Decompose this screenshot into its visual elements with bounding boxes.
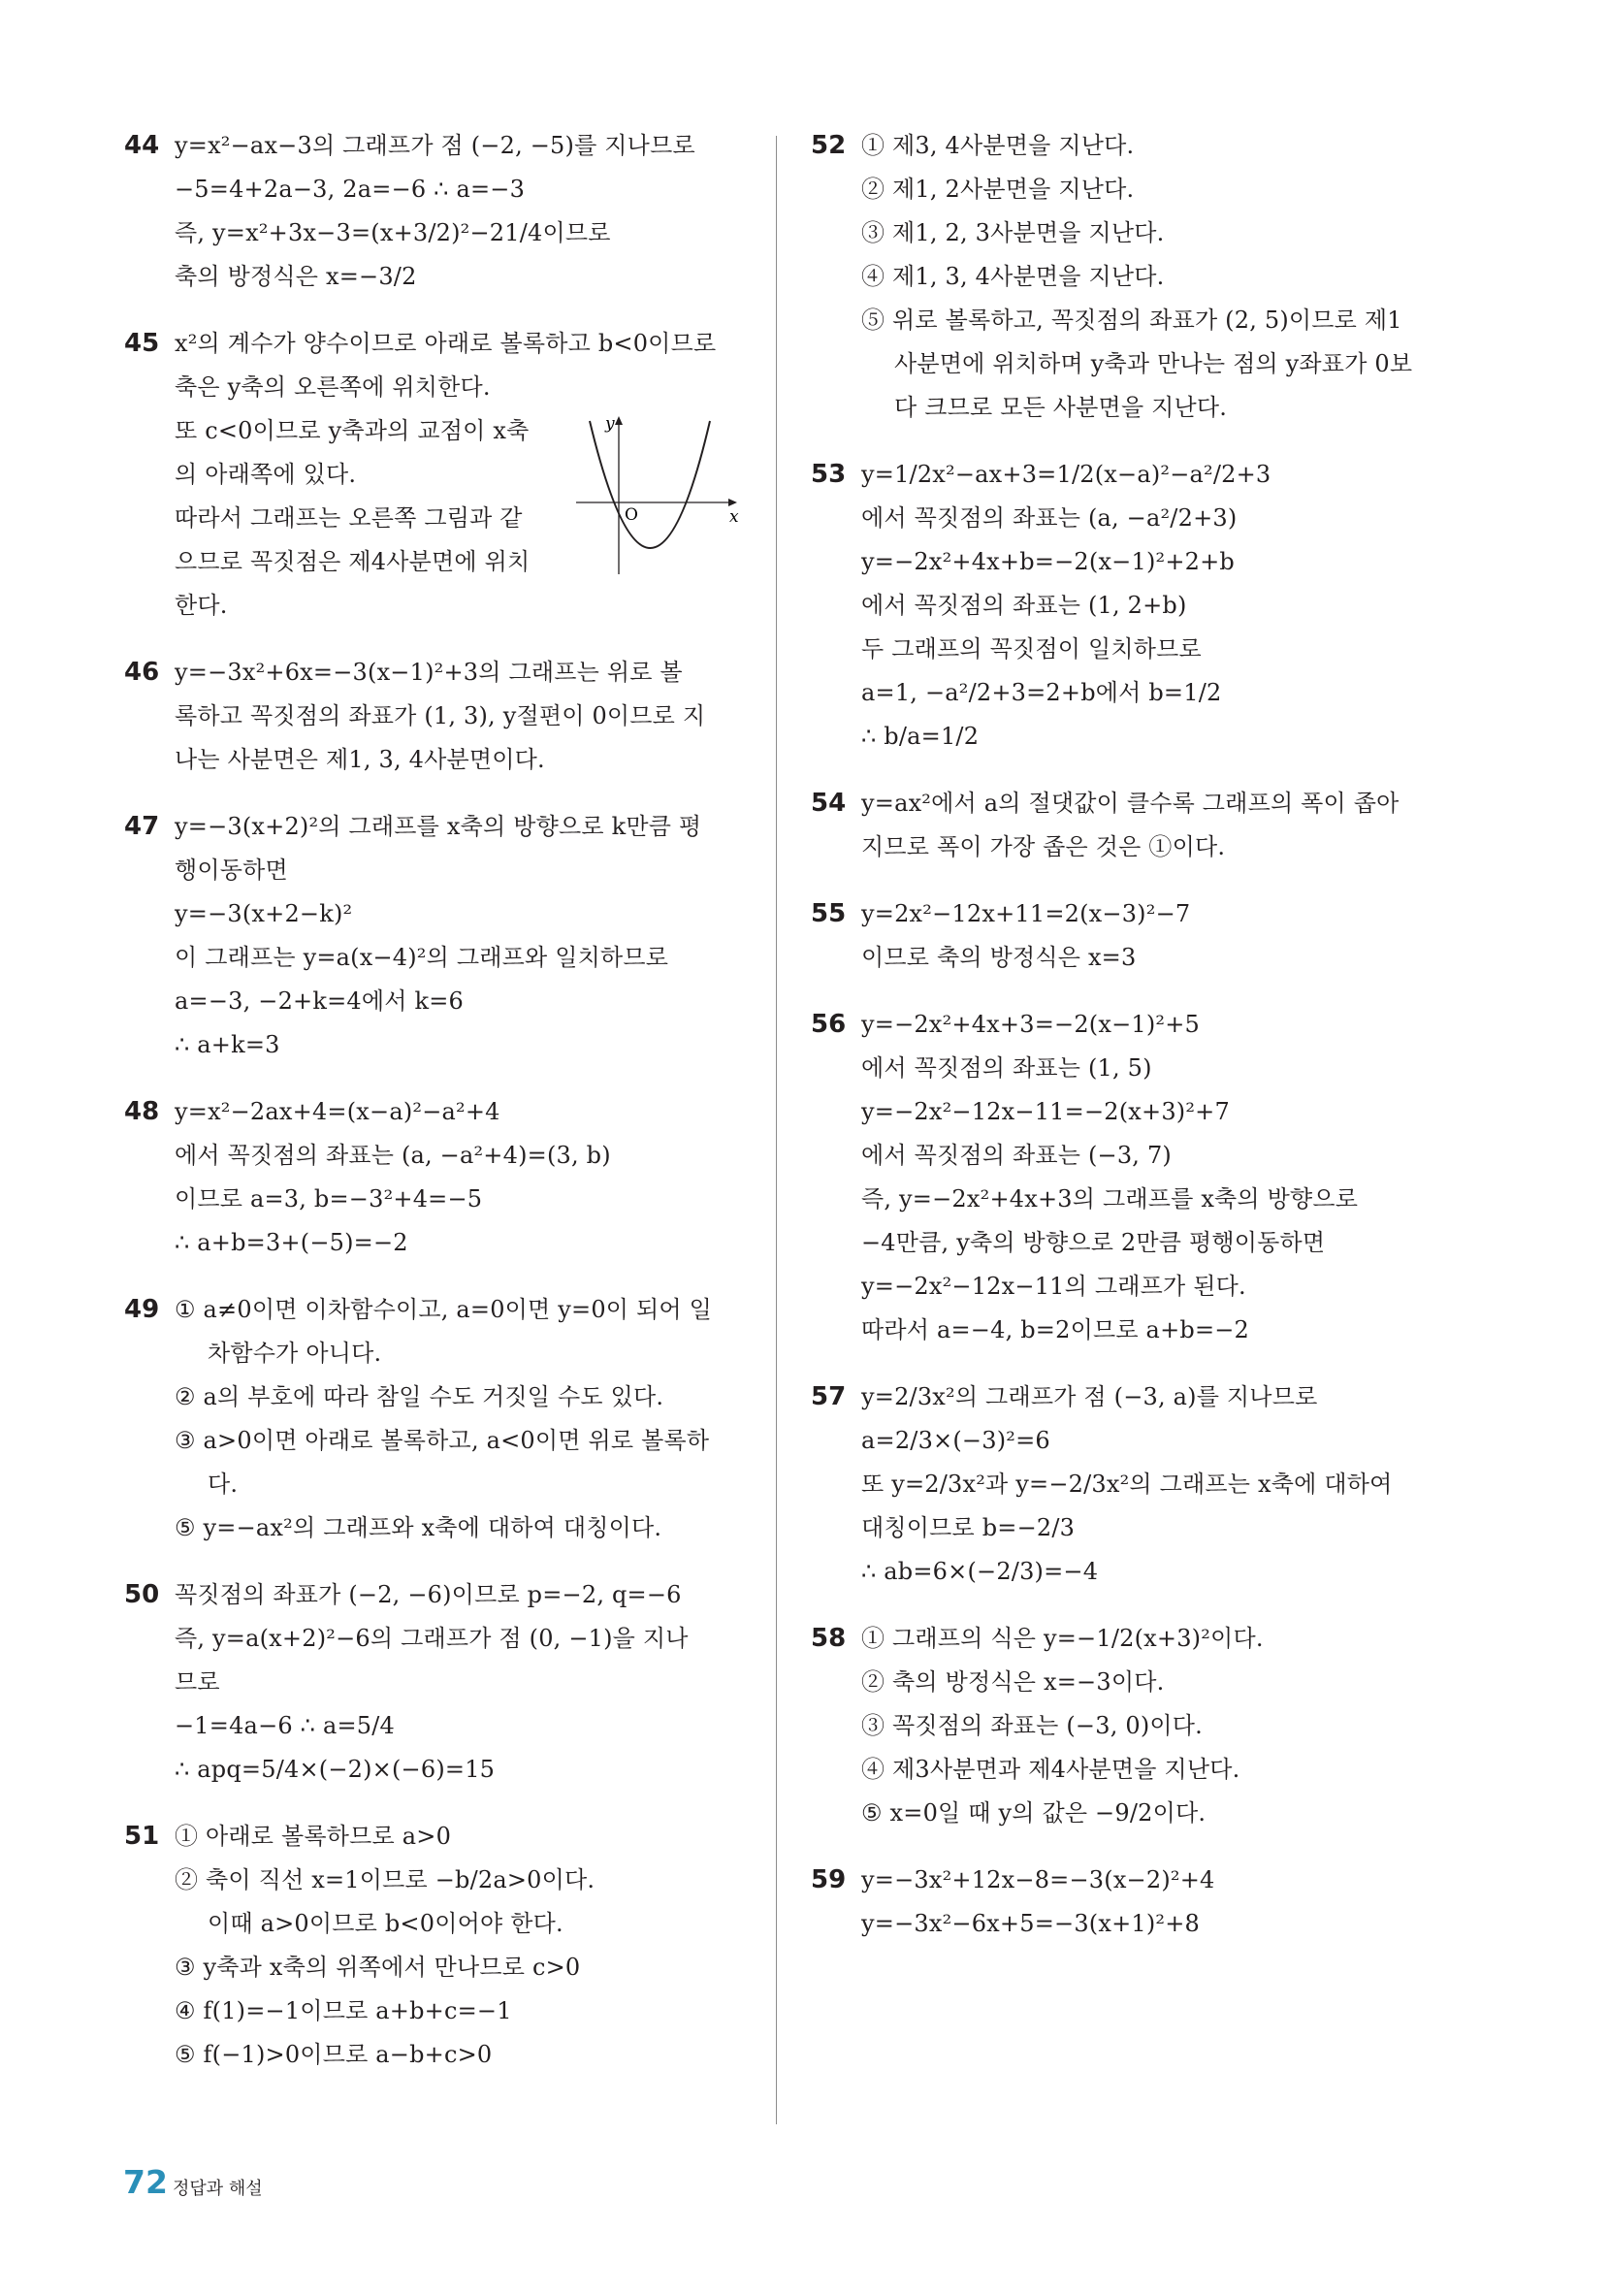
problem-47	[124, 805, 745, 1067]
solution-line: 에서 꼭짓점의 좌표는 (a, −a²/2+3)	[861, 504, 1238, 532]
x-axis-label: x	[729, 507, 739, 527]
problem-44	[124, 124, 745, 299]
solution-line: y=2/3x²의 그래프가 점 (−3, a)를 지나므로	[861, 1383, 1318, 1410]
solution-line: 또 y=2/3x²과 y=−2/3x²의 그래프는 x축에 대하여	[861, 1471, 1393, 1498]
solution-line: 록하고 꼭짓점의 좌표가 (1, 3), y절편이 0이므로 지	[175, 702, 706, 729]
solution-line: y=−3x²+6x=−3(x−1)²+3의 그래프는 위로 볼	[175, 659, 683, 686]
solution-line: 따라서 그래프는 오른쪽 그림과 같	[175, 504, 523, 532]
footer-title: 정답과 해설	[173, 2179, 263, 2199]
problem-number: 51	[124, 1822, 160, 1851]
solution-lines	[861, 453, 1432, 759]
problem-54	[811, 782, 1432, 869]
solution-lines	[175, 651, 745, 782]
problem-number: 54	[811, 789, 847, 818]
solution-lines	[861, 1003, 1432, 1352]
problem-number: 48	[124, 1097, 160, 1126]
solution-line: y=2x²−12x+11=2(x−3)²−7	[861, 900, 1191, 927]
solution-line: ⑤ x=0일 때 y의 값은 −9/2이다.	[861, 1799, 1207, 1827]
problem-52	[811, 124, 1432, 430]
solution-line: 따라서 a=−4, b=2이므로 a+b=−2	[861, 1316, 1250, 1343]
parabola-graph	[572, 411, 743, 578]
solution-line: 에서 꼭짓점의 좌표는 (a, −a²+4)=(3, b)	[175, 1142, 611, 1169]
solution-line: ① 그래프의 식은 y=−1/2(x+3)²이다.	[861, 1625, 1264, 1652]
solution-line: ⑤ f(−1)>0이므로 a−b+c>0	[175, 2041, 493, 2068]
solution-line: a=−3, −2+k=4에서 k=6	[175, 987, 464, 1015]
solution-line: ③ 제1, 2, 3사분면을 지난다.	[861, 219, 1165, 246]
solution-line: y=−3(x+2)²의 그래프를 x축의 방향으로 k만큼 평	[175, 813, 702, 840]
problem-51	[124, 1815, 745, 2077]
solution-line: 이므로 a=3, b=−3²+4=−5	[175, 1185, 483, 1213]
solution-line: 꼭짓점의 좌표가 (−2, −6)이므로 p=−2, q=−6	[175, 1581, 682, 1608]
solution-line: 즉, y=x²+3x−3=(x+3/2)²−21/4이므로	[175, 219, 611, 246]
problem-number: 50	[124, 1580, 160, 1609]
problem-number: 53	[811, 460, 847, 489]
solution-line: ② 축의 방정식은 x=−3이다.	[861, 1668, 1165, 1696]
solution-line: 지므로 폭이 가장 좁은 것은 ①이다.	[861, 833, 1226, 860]
problem-55	[811, 892, 1432, 980]
solution-line: y=ax²에서 a의 절댓값이 클수록 그래프의 폭이 좁아	[861, 790, 1400, 817]
solution-line: ① 제3, 4사분면을 지난다.	[861, 132, 1135, 159]
solution-line: y=x²−2ax+4=(x−a)²−a²+4	[175, 1098, 500, 1125]
solution-lines	[861, 782, 1432, 869]
problem-49	[124, 1288, 745, 1550]
solution-line: 행이동하면	[175, 857, 288, 884]
solution-line: ⑤ 위로 볼록하고, 꼭짓점의 좌표가 (2, 5)이므로 제1	[861, 307, 1402, 334]
solution-line: ∴ a+k=3	[175, 1031, 280, 1058]
solution-line: 의 아래쪽에 있다.	[175, 461, 357, 488]
solution-line: ④ 제3사분면과 제4사분면을 지난다.	[861, 1756, 1240, 1783]
solution-lines	[175, 1288, 745, 1550]
problem-number: 52	[811, 131, 847, 160]
solution-line: 다.	[208, 1471, 239, 1498]
solution-line: ④ f(1)=−1이므로 a+b+c=−1	[175, 1997, 512, 2024]
solution-line: 에서 꼭짓점의 좌표는 (1, 5)	[861, 1054, 1152, 1082]
solution-lines	[175, 1090, 745, 1265]
y-axis-arrow	[615, 416, 623, 425]
solution-line: −5=4+2a−3, 2a=−6 ∴ a=−3	[175, 176, 526, 203]
solution-lines	[175, 1573, 745, 1792]
problem-number: 55	[811, 899, 847, 928]
solution-line: ② a의 부호에 따라 참일 수도 거짓일 수도 있다.	[175, 1383, 664, 1410]
solution-line: ③ a>0이면 아래로 볼록하고, a<0이면 위로 볼록하	[175, 1427, 710, 1454]
problem-46	[124, 651, 745, 782]
problem-56	[811, 1003, 1432, 1352]
solution-line: y=−3x²+12x−8=−3(x−2)²+4	[861, 1866, 1215, 1893]
x-axis-arrow	[728, 499, 737, 506]
problem-number: 57	[811, 1382, 847, 1411]
solution-line: 즉, y=−2x²+4x+3의 그래프를 x축의 방향으로	[861, 1185, 1359, 1213]
solution-line: ② 축이 직선 x=1이므로 −b/2a>0이다.	[175, 1866, 595, 1893]
solution-line: y=x²−ax−3의 그래프가 점 (−2, −5)를 지나므로	[175, 132, 695, 159]
solution-lines	[861, 124, 1432, 430]
solution-line: −4만큼, y축의 방향으로 2만큼 평행이동하면	[861, 1229, 1326, 1256]
solution-line: 즉, y=a(x+2)²−6의 그래프가 점 (0, −1)을 지나	[175, 1625, 689, 1652]
solution-lines	[861, 1375, 1432, 1594]
solution-line: 한다.	[175, 592, 228, 619]
problem-45	[124, 322, 745, 628]
solution-line: 대칭이므로 b=−2/3	[861, 1514, 1076, 1541]
problem-number: 58	[811, 1624, 847, 1653]
solution-line: y=1/2x²−ax+3=1/2(x−a)²−a²/2+3	[861, 461, 1271, 488]
solution-line: ③ 꼭짓점의 좌표는 (−3, 0)이다.	[861, 1712, 1204, 1739]
solution-line: ④ 제1, 3, 4사분면을 지난다.	[861, 263, 1165, 290]
solution-line: 에서 꼭짓점의 좌표는 (−3, 7)	[861, 1142, 1172, 1169]
solution-line: y=−2x²−12x−11=−2(x+3)²+7	[861, 1098, 1230, 1125]
problem-number: 49	[124, 1295, 160, 1324]
column-divider	[776, 136, 777, 2124]
solution-line: ∴ a+b=3+(−5)=−2	[175, 1229, 408, 1256]
solution-line: 이므로 축의 방정식은 x=3	[861, 944, 1137, 971]
solution-line: 사분면에 위치하며 y축과 만나는 점의 y좌표가 0보	[894, 350, 1413, 377]
solution-line: ⑤ y=−ax²의 그래프와 x축에 대하여 대칭이다.	[175, 1514, 662, 1541]
problem-number: 47	[124, 812, 160, 841]
parabola-curve	[590, 421, 710, 548]
solution-line: 으므로 꼭짓점은 제4사분면에 위치	[175, 548, 531, 575]
solution-line: y=−2x²+4x+b=−2(x−1)²+2+b	[861, 548, 1235, 575]
solution-line: y=−3x²−6x+5=−3(x+1)²+8	[861, 1910, 1201, 1937]
solution-line: ∴ ab=6×(−2/3)=−4	[861, 1558, 1099, 1585]
left-column	[124, 124, 745, 2100]
solution-lines	[175, 124, 745, 299]
solution-lines	[861, 892, 1432, 980]
solution-line: 므로	[175, 1668, 220, 1696]
solution-line: 차함수가 아니다.	[208, 1340, 382, 1367]
solution-line: 다 크므로 모든 사분면을 지난다.	[894, 394, 1228, 421]
solution-lines	[175, 805, 745, 1067]
solution-line: a=1, −a²/2+3=2+b에서 b=1/2	[861, 679, 1222, 706]
solution-line: −1=4a−6 ∴ a=5/4	[175, 1712, 396, 1739]
origin-label: O	[625, 505, 638, 525]
solution-line: ② 제1, 2사분면을 지난다.	[861, 176, 1135, 203]
problem-number: 56	[811, 1010, 847, 1039]
solution-line: ③ y축과 x축의 위쪽에서 만나므로 c>0	[175, 1954, 581, 1981]
solution-line: 축의 방정식은 x=−3/2	[175, 263, 417, 290]
solution-line: ① 아래로 볼록하므로 a>0	[175, 1823, 452, 1850]
solution-line: y=−2x²−12x−11의 그래프가 된다.	[861, 1273, 1246, 1300]
solution-line: 에서 꼭짓점의 좌표는 (1, 2+b)	[861, 592, 1187, 619]
solution-line: 축은 y축의 오른쪽에 위치한다.	[175, 373, 491, 401]
solution-line: 이 그래프는 y=a(x−4)²의 그래프와 일치하므로	[175, 944, 669, 971]
right-column	[811, 124, 1432, 1969]
solution-line: 나는 사분면은 제1, 3, 4사분면이다.	[175, 746, 545, 773]
solution-lines	[861, 1859, 1432, 1946]
solution-line: ∴ apq=5/4×(−2)×(−6)=15	[175, 1756, 496, 1783]
page-number: 72	[123, 2163, 168, 2201]
solution-line: ① a≠0이면 이차함수이고, a=0이면 y=0이 되어 일	[175, 1296, 713, 1323]
problem-number: 59	[811, 1865, 847, 1894]
solution-line: y=−3(x+2−k)²	[175, 900, 353, 927]
solution-line: 또 c<0이므로 y축과의 교점이 x축	[175, 417, 530, 444]
problem-57	[811, 1375, 1432, 1594]
problem-number: 46	[124, 658, 160, 687]
solution-line: y=−2x²+4x+3=−2(x−1)²+5	[861, 1011, 1201, 1038]
problem-number: 45	[124, 329, 160, 358]
solution-lines	[175, 1815, 745, 2077]
solution-line: ∴ b/a=1/2	[861, 723, 980, 750]
problem-50	[124, 1573, 745, 1792]
solution-line: 두 그래프의 꼭짓점이 일치하므로	[861, 635, 1202, 663]
solution-line: a=2/3×(−3)²=6	[861, 1427, 1050, 1454]
solution-line: 이때 a>0이므로 b<0이어야 한다.	[208, 1910, 563, 1937]
problem-48	[124, 1090, 745, 1265]
problem-number: 44	[124, 131, 160, 160]
solution-lines	[861, 1617, 1432, 1835]
problem-53	[811, 453, 1432, 759]
problem-58	[811, 1617, 1432, 1835]
problem-59	[811, 1859, 1432, 1946]
y-axis-label: y	[605, 414, 615, 434]
solution-line: x²의 계수가 양수이므로 아래로 볼록하고 b<0이므로	[175, 330, 717, 357]
